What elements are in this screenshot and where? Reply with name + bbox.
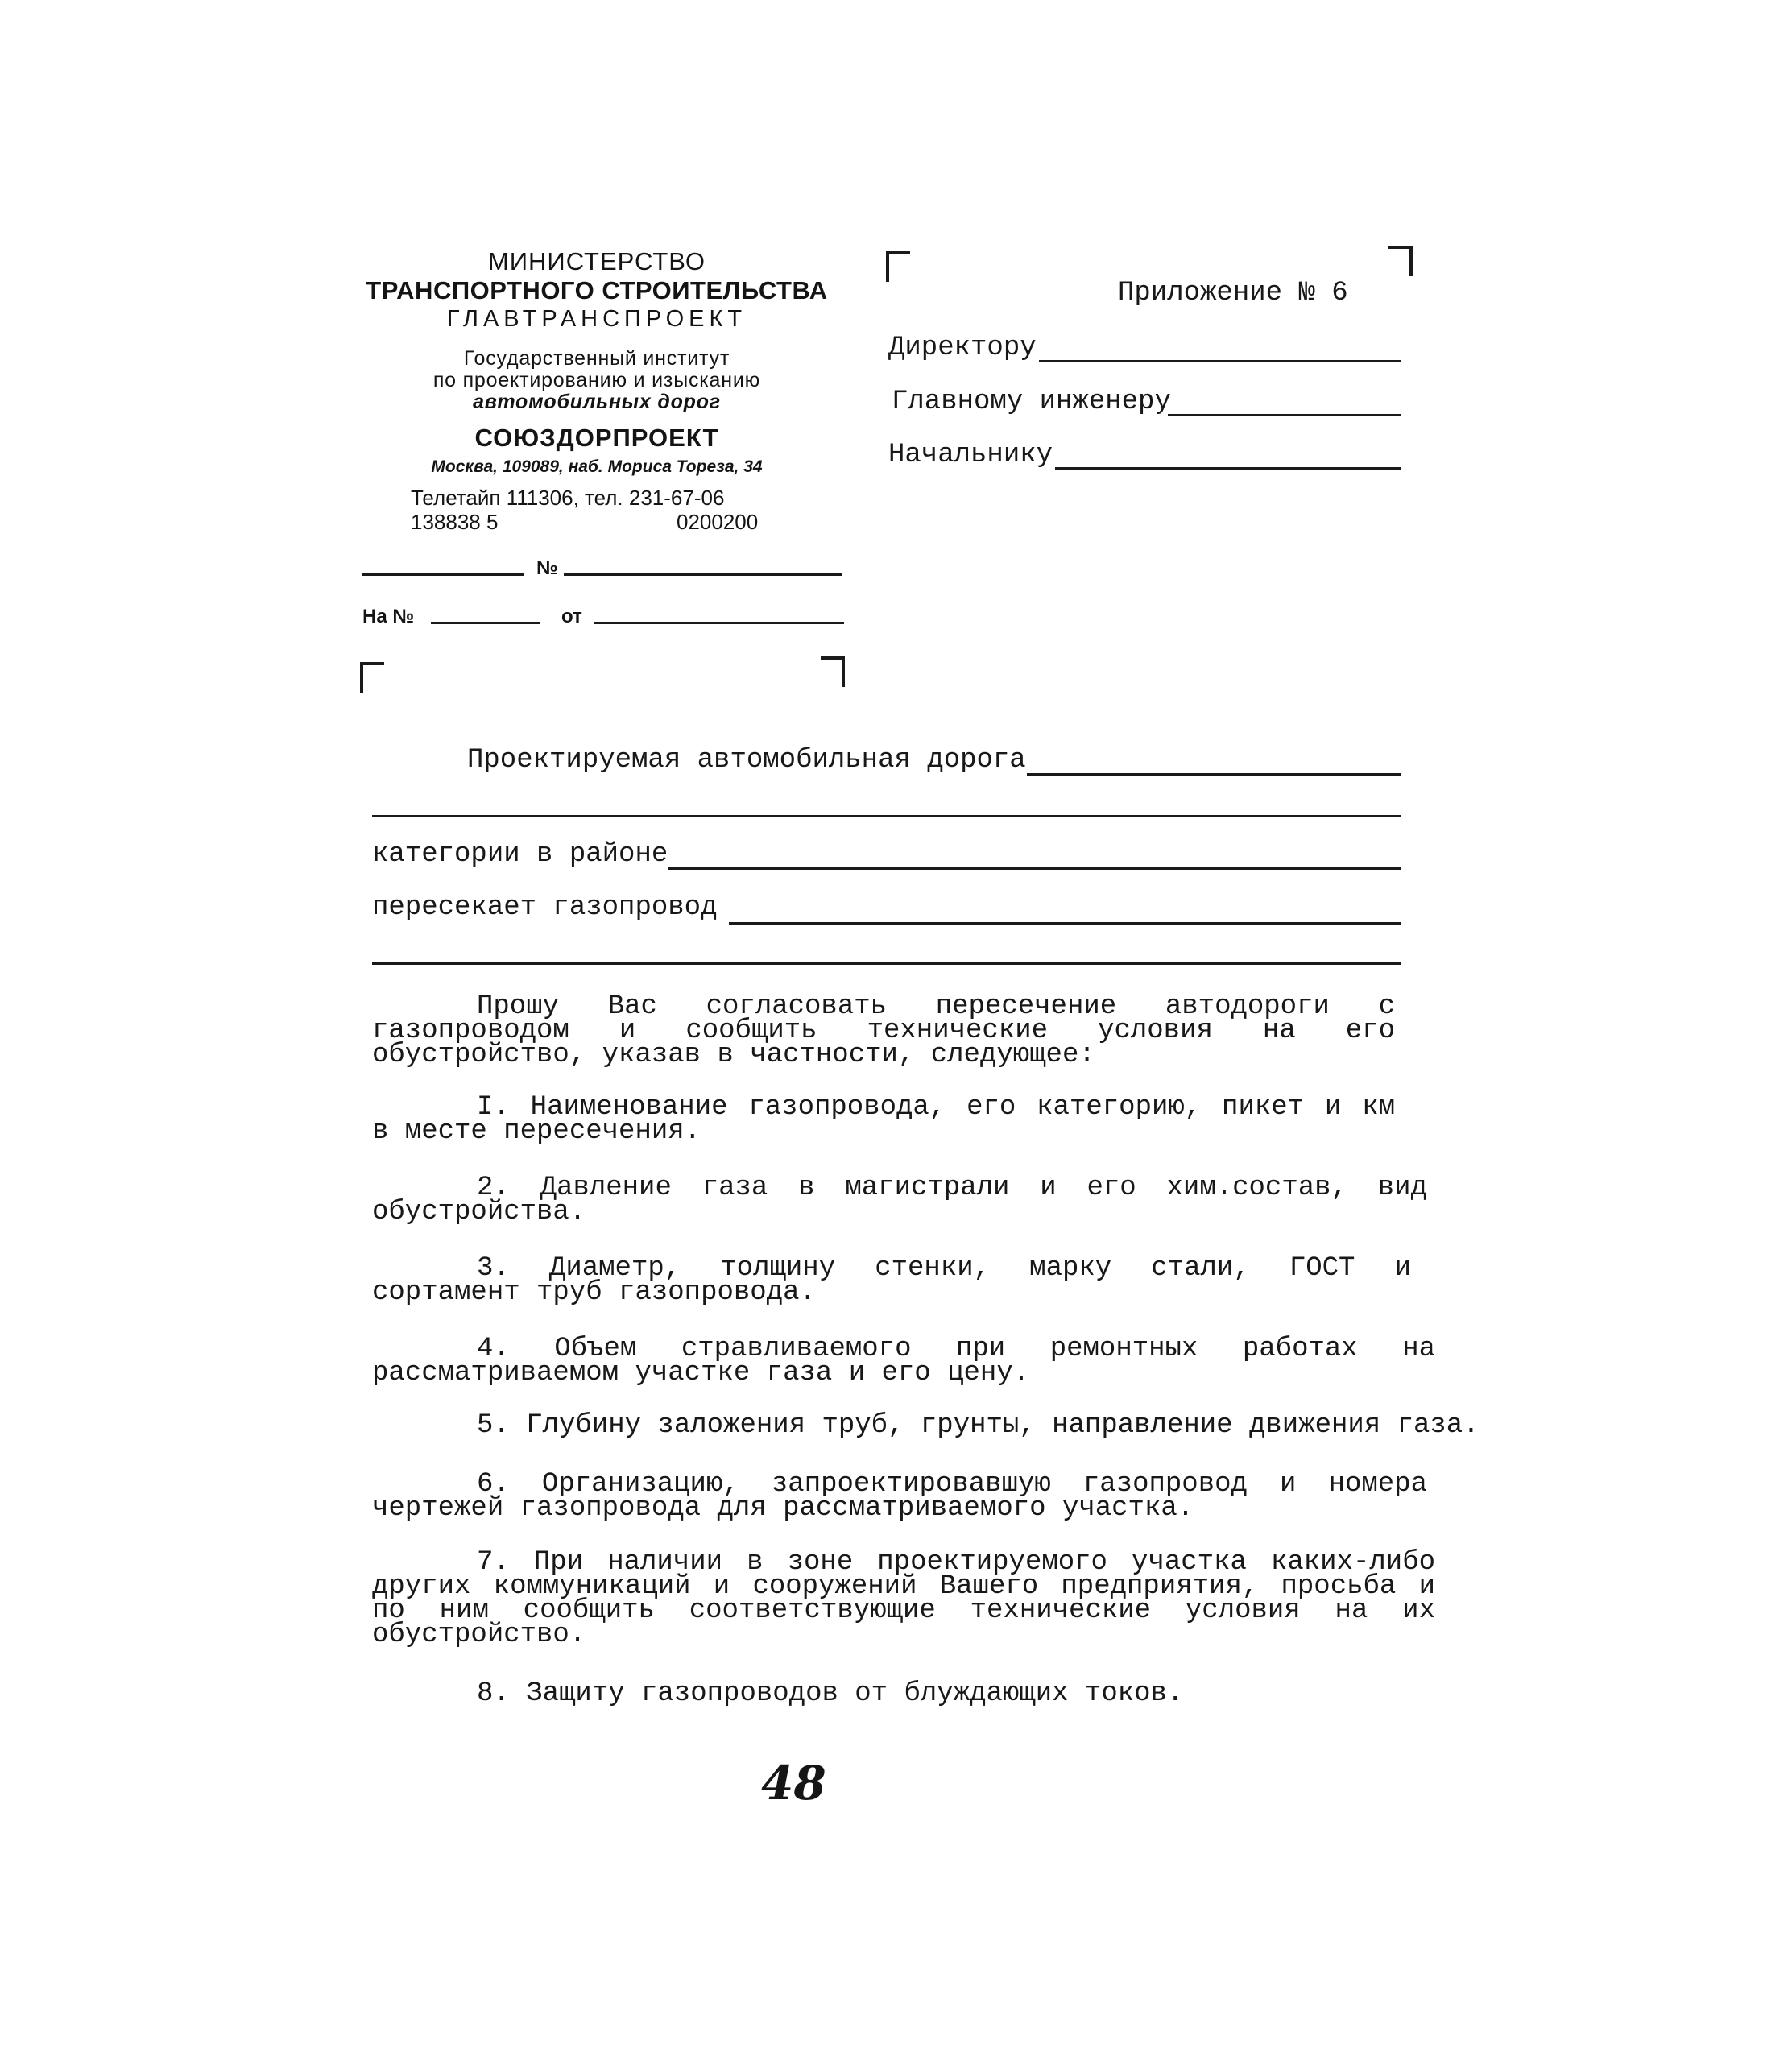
outgoing-number-line [564, 573, 842, 576]
item-1: I. Наименование газопровода, его категорию, пикет и км в месте пересечения. [372, 1092, 1395, 1147]
item-6: 6. Организацию, запроектировавшую газопровод и номера чертежей газопровода для рассматриваемого участка. [372, 1469, 1427, 1524]
road-line-2 [372, 815, 1401, 817]
appendix-label: Приложение № 6 [1118, 278, 1348, 308]
item-2: 2. Давление газа в магистрали и его хим.состав, вид обустройства. [372, 1173, 1427, 1227]
corner-mark-top-left [886, 251, 910, 282]
institute-line3: автомобильных дорог [473, 391, 721, 413]
organization-name: СОЮЗДОРПРОЕКТ [474, 424, 719, 452]
crosses-line [729, 922, 1401, 925]
outgoing-date-line [362, 573, 524, 576]
number-label: № [536, 557, 558, 579]
corner-mark-subject-left [360, 662, 384, 693]
item-4: 4. Объем стравливаемого при ремонтных работах на рассматриваемом участке газа и его цену. [372, 1334, 1435, 1388]
institute-line2: по проектированию и изысканию [432, 369, 761, 391]
institute-line1: Государственный институт [463, 347, 730, 370]
corner-mark-top-right [1388, 246, 1413, 276]
corner-mark-subject-right [821, 656, 845, 687]
item-7: 7. При наличии в зоне проектируемого участка каких-либо других коммуникаций и сооружений Вашего предприятия, просьба и по ним сообщить соответствующие технические условия на их обустройство. [372, 1547, 1435, 1650]
director-label: Директору [888, 333, 1037, 363]
chief-engineer-label: Главному инженеру [892, 387, 1171, 417]
road-label: Проектируемая автомобильная дорога [467, 745, 1026, 776]
road-line [1027, 773, 1401, 776]
item-8: 8. Защиту газопроводов от блуждающих токов. [477, 1678, 1184, 1709]
reply-from-label: от [561, 606, 582, 627]
head-label: Начальнику [888, 440, 1053, 470]
reply-number-label: На № [362, 606, 415, 627]
teletype-phone: Телетайп 111306, тел. 231-67-06 [411, 486, 725, 510]
reply-date-line [594, 622, 844, 624]
institute-name [359, 348, 834, 413]
department-name: ГЛАВТРАНСПРОЕКТ [446, 306, 747, 332]
code-right: 0200200 [677, 510, 759, 534]
chief-engineer-line [1168, 414, 1401, 416]
ministry-name-line2: ТРАНСПОРТНОГО СТРОИТЕЛЬСТВА [366, 276, 828, 304]
item-3: 3. Диаметр, толщину стенки, марку стали, ГОСТ и сортамент труб газопровода. [372, 1253, 1411, 1308]
category-label: категории в районе [372, 839, 668, 870]
page-number: 48 [761, 1756, 826, 1810]
organization-address: Москва, 109089, наб. Мориса Тореза, 34 [431, 457, 763, 476]
crosses-label: пересекает газопровод [372, 892, 718, 923]
request-intro: Прошу Вас согласовать пересечение автодороги с газопроводом и сообщить технические условия на его обустройство, указав в частности, следующее: [372, 991, 1395, 1070]
codes-row [411, 510, 773, 535]
reply-number-line [431, 622, 540, 624]
ministry-name: МИНИСТЕРСТВО [487, 247, 706, 275]
category-line [668, 867, 1401, 870]
director-line [1039, 360, 1401, 362]
code-left: 138838 5 [411, 510, 499, 534]
item-5: 5. Глубину заложения труб, грунты, направление движения газа. [477, 1410, 1480, 1441]
crosses-line-2 [372, 962, 1401, 965]
head-line [1055, 467, 1401, 470]
